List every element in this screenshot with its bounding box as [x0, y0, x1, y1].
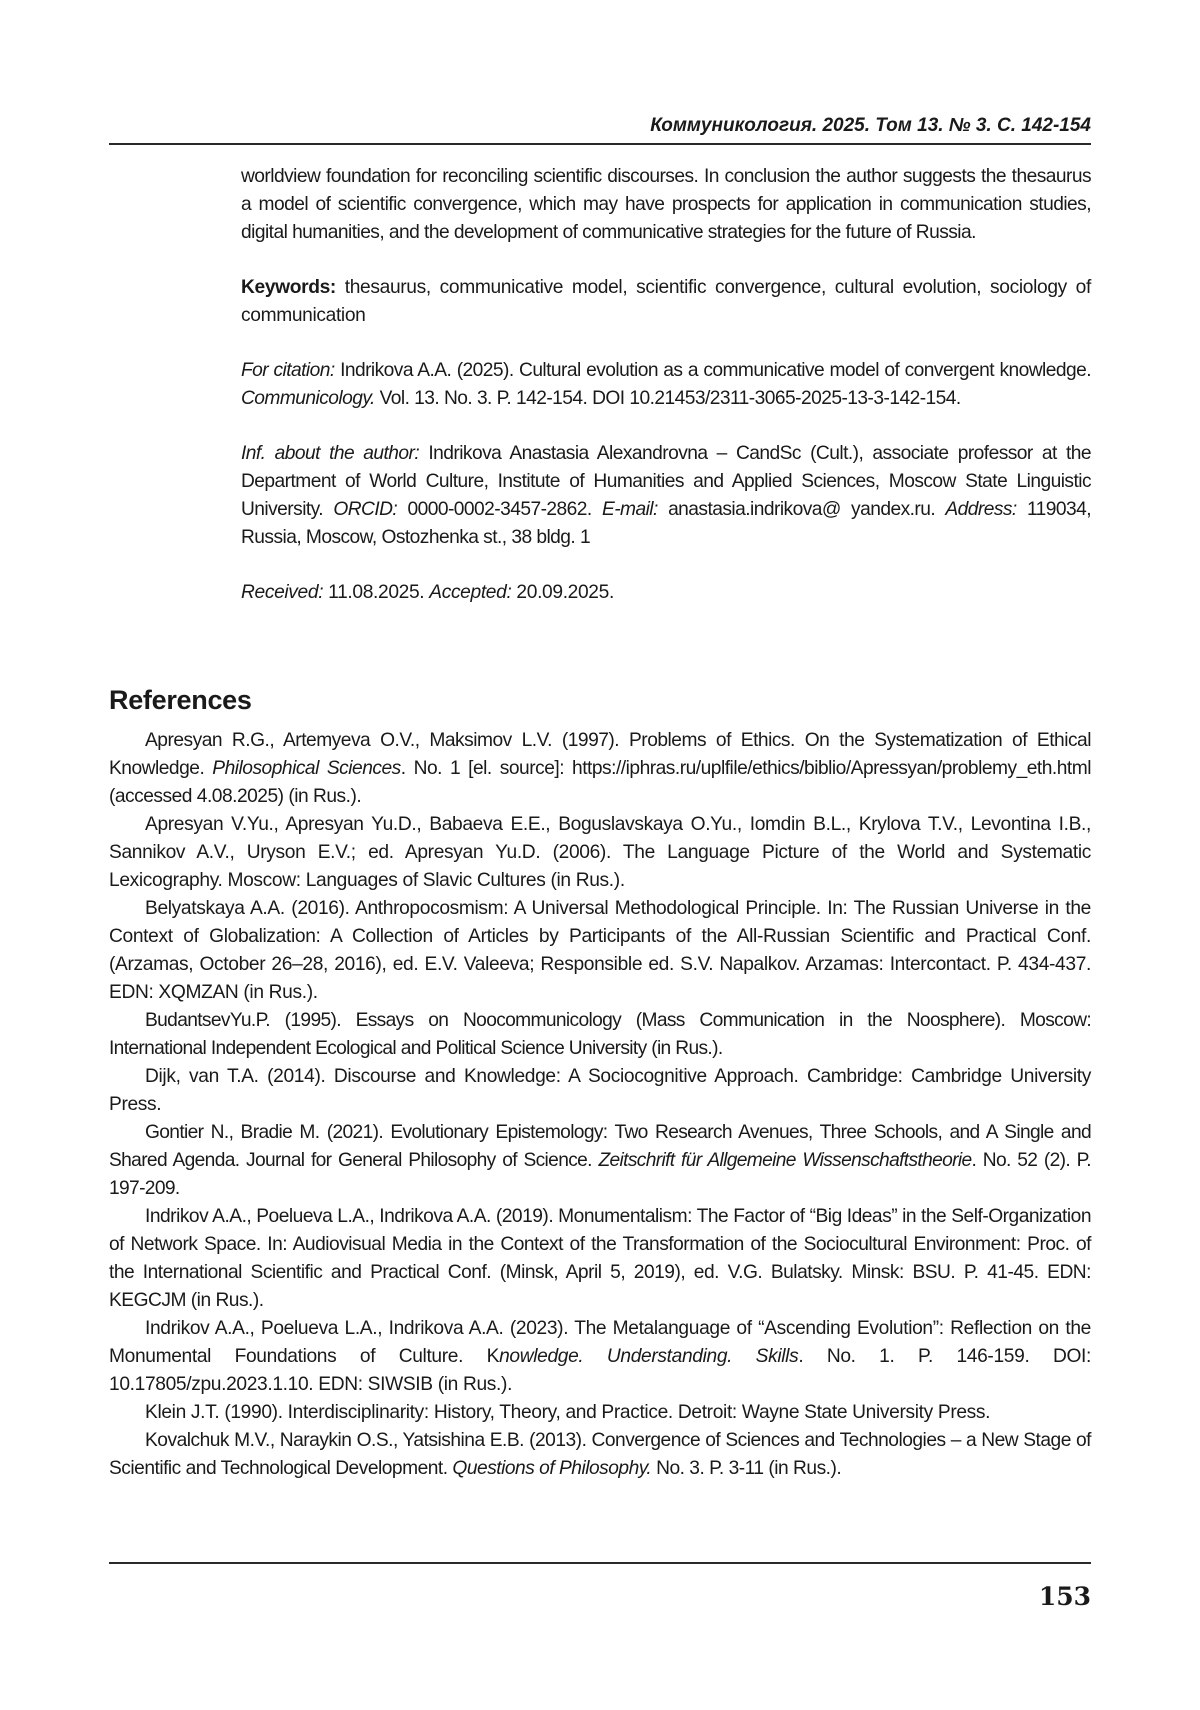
reference-item — [109, 1007, 1091, 1063]
email-label: E-mail: — [601, 499, 658, 520]
reference-text: Indrikov A.A., Poelueva L.A., Indrikova A.A. (2023). The Metalanguage of “Ascending Evolution”: Reflection on the Monumental Foundations of Culture. K — [109, 1318, 1091, 1367]
reference-text: BudantsevYu.P. (1995). Essays on Noocommunicology (Mass Communication in the Noosphere). Moscow: International Independent Ecological and Political Science University (in Rus.). — [109, 1010, 1091, 1059]
footer-rule — [109, 1562, 1091, 1564]
reference-text: Gontier N., Bradie M. (2021). Evolutionary Epistemology: Two Research Avenues, Three Schools, and A Single and Shared Agenda. Journal for General Philosophy of Science. — [109, 1122, 1091, 1171]
address-label: Address: — [945, 499, 1017, 520]
references-list — [109, 727, 1091, 1483]
author-paragraph — [241, 440, 1091, 552]
author-text: Indrikova Anastasia Alexandrovna – CandSc (Cult.), associate professor at the Department of World Culture, Institute of Humanities and Applied Sciences, Moscow State Linguistic University. — [241, 443, 1092, 520]
header-rule — [109, 143, 1091, 145]
reference-item — [109, 811, 1091, 895]
reference-item — [109, 1119, 1091, 1203]
reference-item — [109, 1203, 1091, 1315]
reference-item — [109, 1399, 1091, 1427]
accepted-value: 20.09.2025. — [516, 582, 614, 603]
keywords-label: Keywords: — [241, 277, 336, 298]
citation-journal: Communicology. — [241, 388, 375, 409]
orcid-value: 0000-0002-3457-2862. — [407, 499, 592, 520]
citation-paragraph — [241, 357, 1091, 413]
reference-item — [109, 1063, 1091, 1119]
reference-text-end: . No. 1 [el. source]: https://iphras.ru/uplfile/ethics/biblio/Apressyan/problemy_eth.html (accessed 4.08.2025) (in Rus.). — [109, 758, 1091, 807]
reference-italic: Zeitschrift für Allgemeine Wissenschaftstheorie — [598, 1150, 972, 1171]
received-value: 11.08.2025. — [328, 582, 425, 603]
reference-text: Belyatskaya A.A. (2016). Anthropocosmism: A Universal Methodological Principle. In: The Russian Universe in the Context of Globalization: A Collection of Articles by Participants of the All-Russian Scientific and Practical Conf. (Arzamas, October 26–28, 2016), ed. E.V. Valeeva; Responsible ed. S.V. Napalkov. Arzamas: Intercontact. P. 434-437. EDN: XQMZAN (in Rus.). — [109, 898, 1091, 1003]
reference-item — [109, 1427, 1091, 1483]
accepted-label: Accepted: — [429, 582, 512, 603]
reference-text: Indrikov A.A., Poelueva L.A., Indrikova A.A. (2019). Monumentalism: The Factor of “Big Ideas” in the Self-Organization of Network Space. In: Audiovisual Media in the Context of the Transformation of the Sociocultural Environment: Proc. of the International Scientific and Practical Conf. (Minsk, April 5, 2019), ed. V.G. Bulatsky. Minsk: BSU. P. 41-45. EDN: KEGCJM (in Rus.). — [109, 1206, 1091, 1311]
dates-paragraph — [241, 579, 1091, 607]
reference-text-end: . No. 52 (2). P. 197-209. — [109, 1150, 1091, 1199]
reference-italic: nowledge. Understanding. Skills — [499, 1346, 799, 1367]
reference-text-end: No. 3. P. 3-11 (in Rus.). — [651, 1458, 842, 1479]
abstract-block — [241, 163, 1091, 607]
abstract-tail: worldview foundation for reconciling scientific discourses. In conclusion the author suggests the thesaurus a model of scientific convergence, which may have prospects for application in communication studies, digital humanities, and the development of communicative strategies for the future of Russia. — [241, 166, 1091, 243]
reference-italic: Questions of Philosophy. — [452, 1458, 652, 1479]
reference-text: Apresyan V.Yu., Apresyan Yu.D., Babaeva E.E., Boguslavskaya O.Yu., Iomdin B.L., Krylova T.V., Levontina I.B., Sannikov A.V., Uryson E.V.; ed. Apresyan Yu.D. (2006). The Language Picture of the World and Systematic Lexicography. Moscow: Languages of Slavic Cultures (in Rus.). — [109, 814, 1091, 891]
address-value: 119034, Russia, Moscow, Ostozhenka st., 38 bldg. 1 — [241, 499, 1092, 548]
keywords-paragraph — [241, 274, 1091, 330]
reference-text: Apresyan R.G., Artemyeva O.V., Maksimov L.V. (1997). Problems of Ethics. On the Systematization of Ethical Knowledge. — [109, 730, 1091, 779]
reference-text: Dijk, van T.A. (2014). Discourse and Knowledge: A Sociocognitive Approach. Cambridge: Cambridge University Press. — [109, 1066, 1091, 1115]
author-label: Inf. about the author: — [241, 443, 420, 464]
page-number: 153 — [1038, 1582, 1091, 1611]
reference-item — [109, 1315, 1091, 1399]
reference-item — [109, 727, 1091, 811]
reference-italic: Philosophical Sciences — [212, 758, 401, 779]
reference-text: Klein J.T. (1990). Interdisciplinarity: History, Theory, and Practice. Detroit: Wayne State University Press. — [145, 1402, 991, 1423]
email-value: anastasia.indrikova@ yandex.ru. — [668, 499, 936, 520]
citation-text-1: Indrikova A.A. (2025). Cultural evolution as a communicative model of convergent knowledge. — [340, 360, 1092, 381]
orcid-label: ORCID: — [333, 499, 398, 520]
reference-item — [109, 895, 1091, 1007]
reference-text-end: . No. 1. P. 146-159. DOI: 10.17805/zpu.2023.1.10. EDN: SIWSIB (in Rus.). — [109, 1346, 1091, 1395]
references-heading: References — [109, 685, 252, 715]
citation-label: For citation: — [241, 360, 335, 381]
reference-text: Kovalchuk M.V., Naraykin O.S., Yatsishina E.B. (2013). Convergence of Sciences and Technologies – a New Stage of Scientific and Technological Development. — [109, 1430, 1091, 1479]
keywords-text: thesaurus, communicative model, scientific convergence, cultural evolution, sociology of communication — [241, 277, 1091, 326]
citation-text-2: Vol. 13. No. 3. P. 142-154. DOI 10.21453/2311-3065-2025-13-3-142-154. — [379, 388, 961, 409]
running-header: Коммуникология. 2025. Том 13. № 3. С. 142-154 — [650, 115, 1091, 136]
received-label: Received: — [241, 582, 324, 603]
